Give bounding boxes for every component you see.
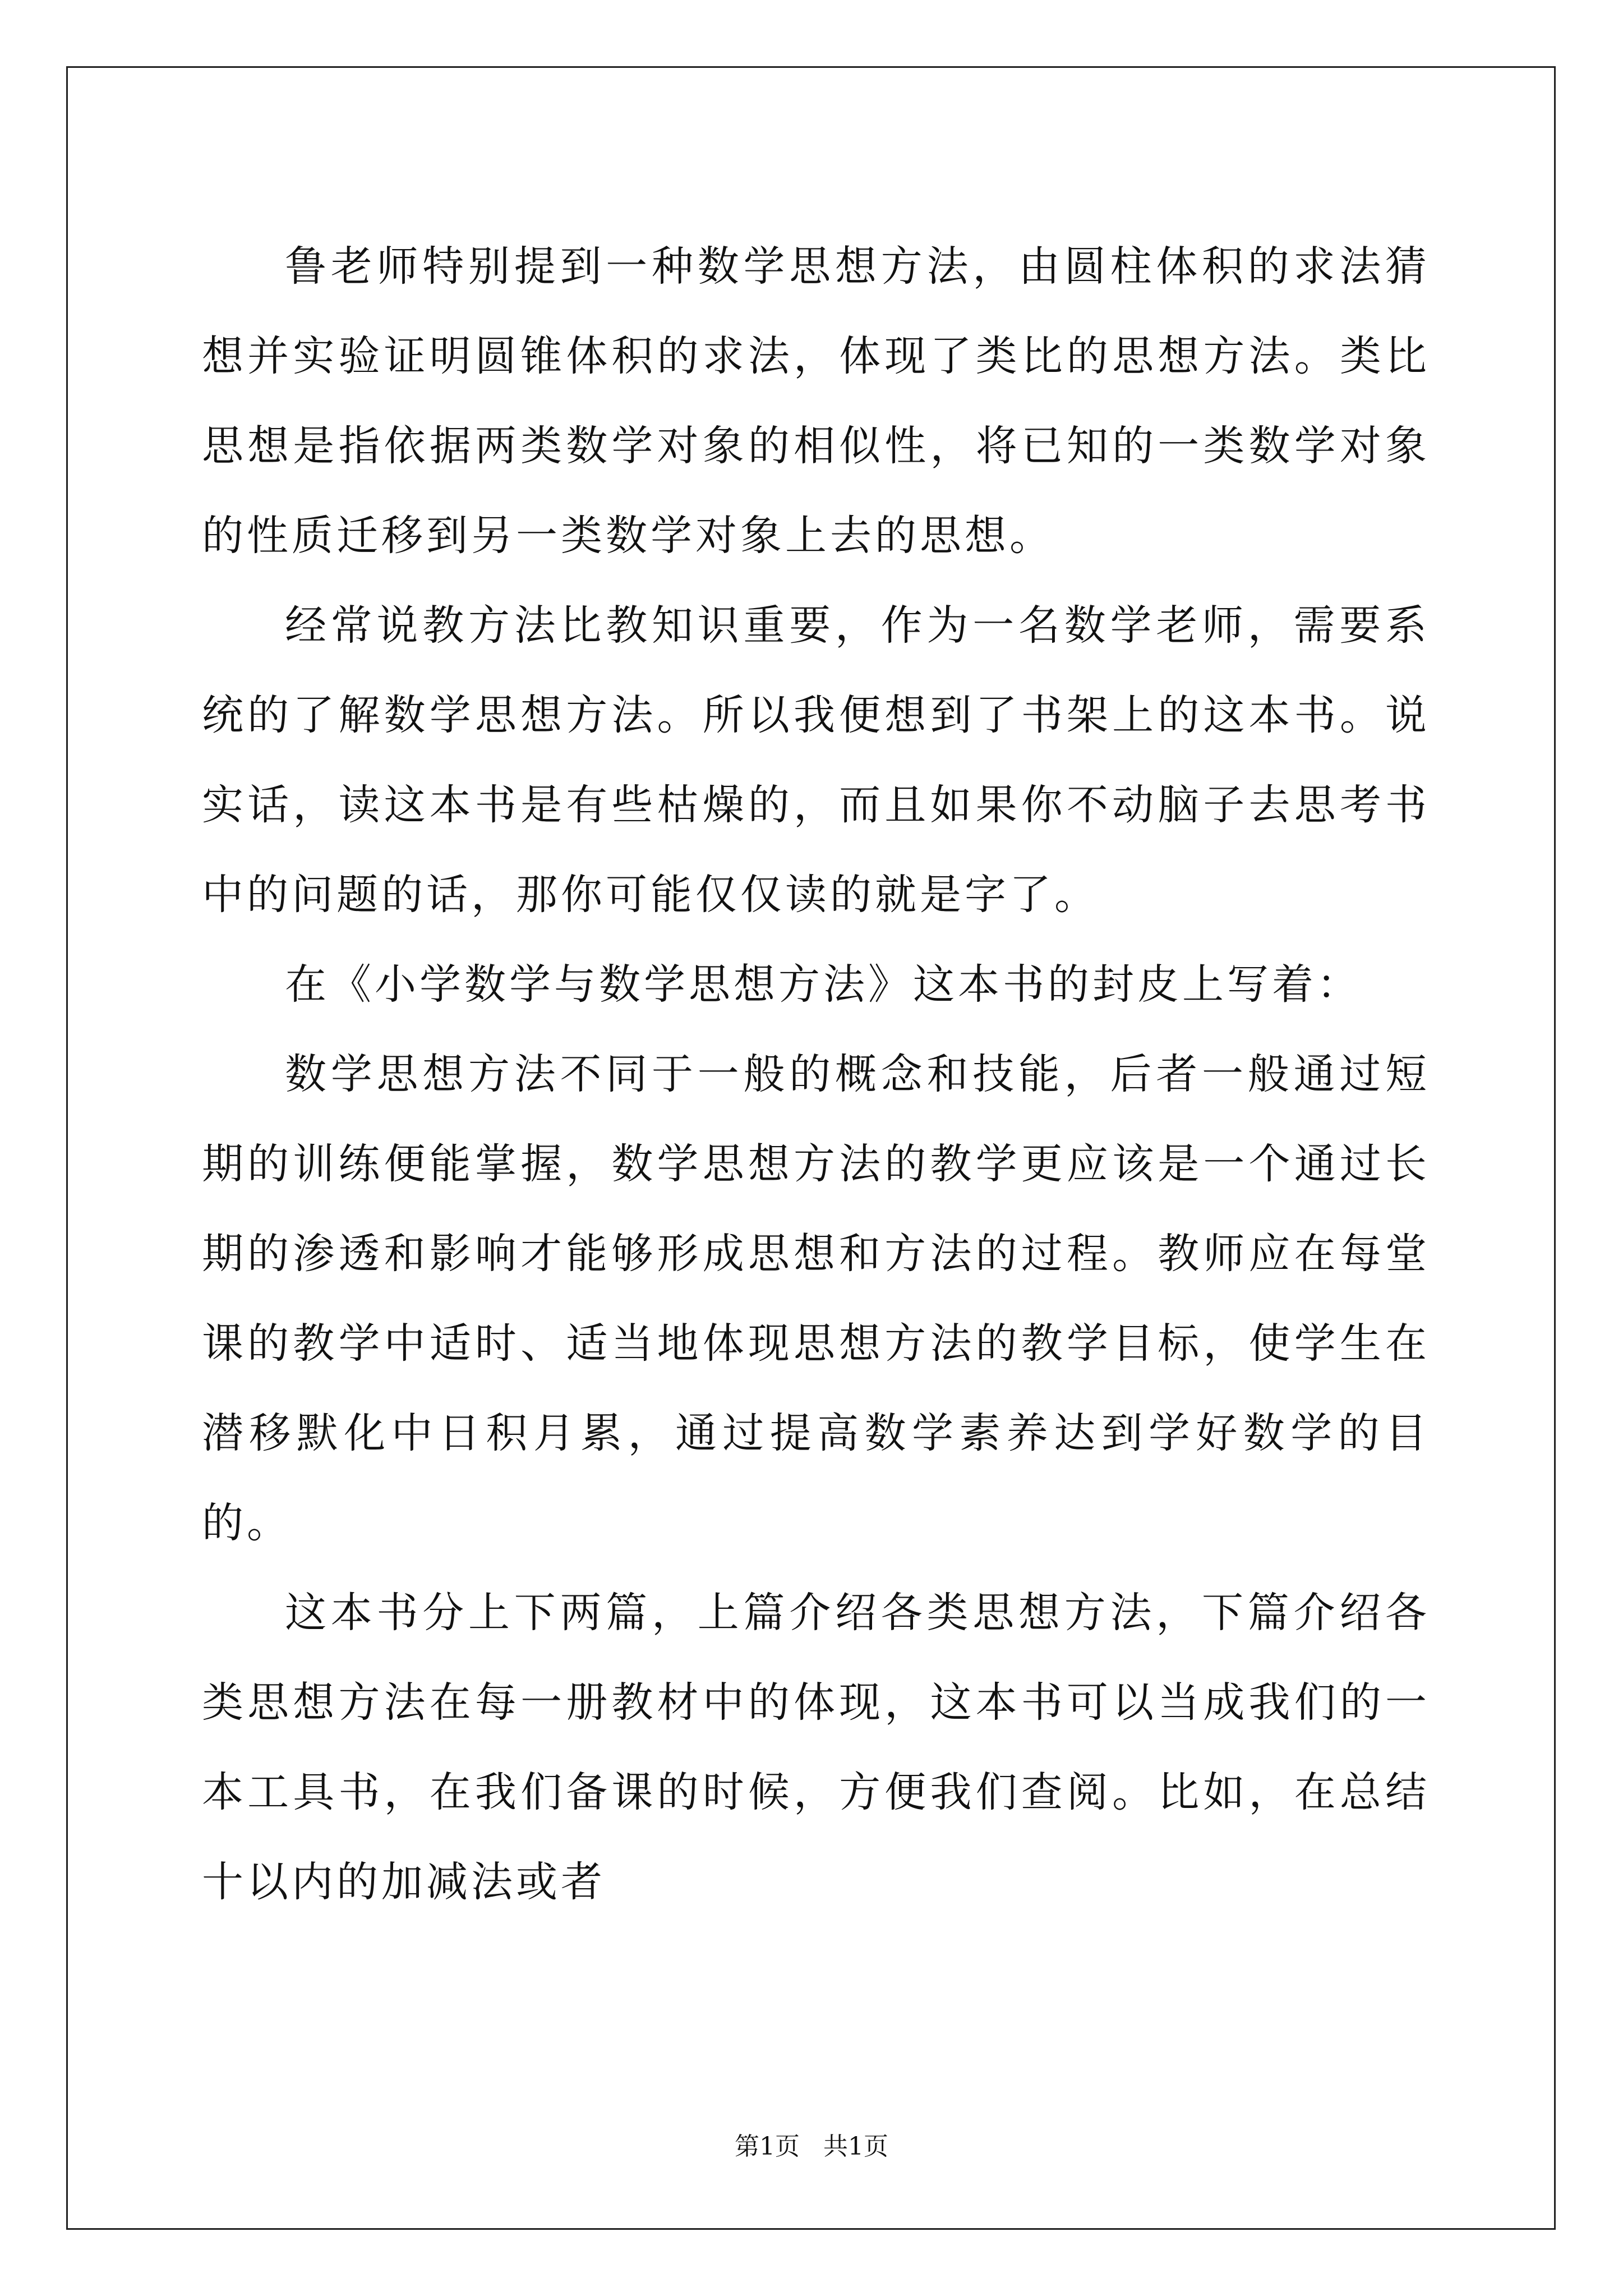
paragraph-2: 经常说教方法比教知识重要，作为一名数学老师，需要系统的了解数学思想方法。所以我便想到了书架上的这本书。说实话，读这本书是有些枯燥的，而且如果你不动脑子去思考书中的问题的话，那你可能仅仅读的就是字了。 <box>202 601 1430 919</box>
paragraph-3: 在《小学数学与数学思想方法》这本书的封皮上写着： <box>285 960 1362 1009</box>
paragraph-1: 鲁老师特别提到一种数学思想方法，由圆柱体积的求法猜想并实验证明圆锥体积的求法，体现了类比的思想方法。类比思想是指依据两类数学对象的相似性，将已知的一类数学对象的性质迁移到另一类数学对象上去的思想。 <box>202 242 1430 560</box>
paragraph-5: 这本书分上下两篇，上篇介绍各类思想方法，下篇介绍各类思想方法在每一册教材中的体现，这本书可以当成我们的一本工具书，在我们备课的时候，方便我们查阅。比如，在总结十以内的加减法或者 <box>202 1589 1430 1906</box>
paragraph-4: 数学思想方法不同于一般的概念和技能，后者一般通过短期的训练便能掌握，数学思想方法的教学更应该是一个通过长期的渗透和影响才能够形成思想和方法的过程。教师应在每堂课的教学中适时、适当地体现思想方法的教学目标，使学生在潜移默化中日积月累，通过提高数学素养达到学好数学的目的。 <box>202 1050 1430 1547</box>
page-number-footer: 第1页 共1页 <box>735 2132 888 2161</box>
document-body <box>202 222 1430 1927</box>
